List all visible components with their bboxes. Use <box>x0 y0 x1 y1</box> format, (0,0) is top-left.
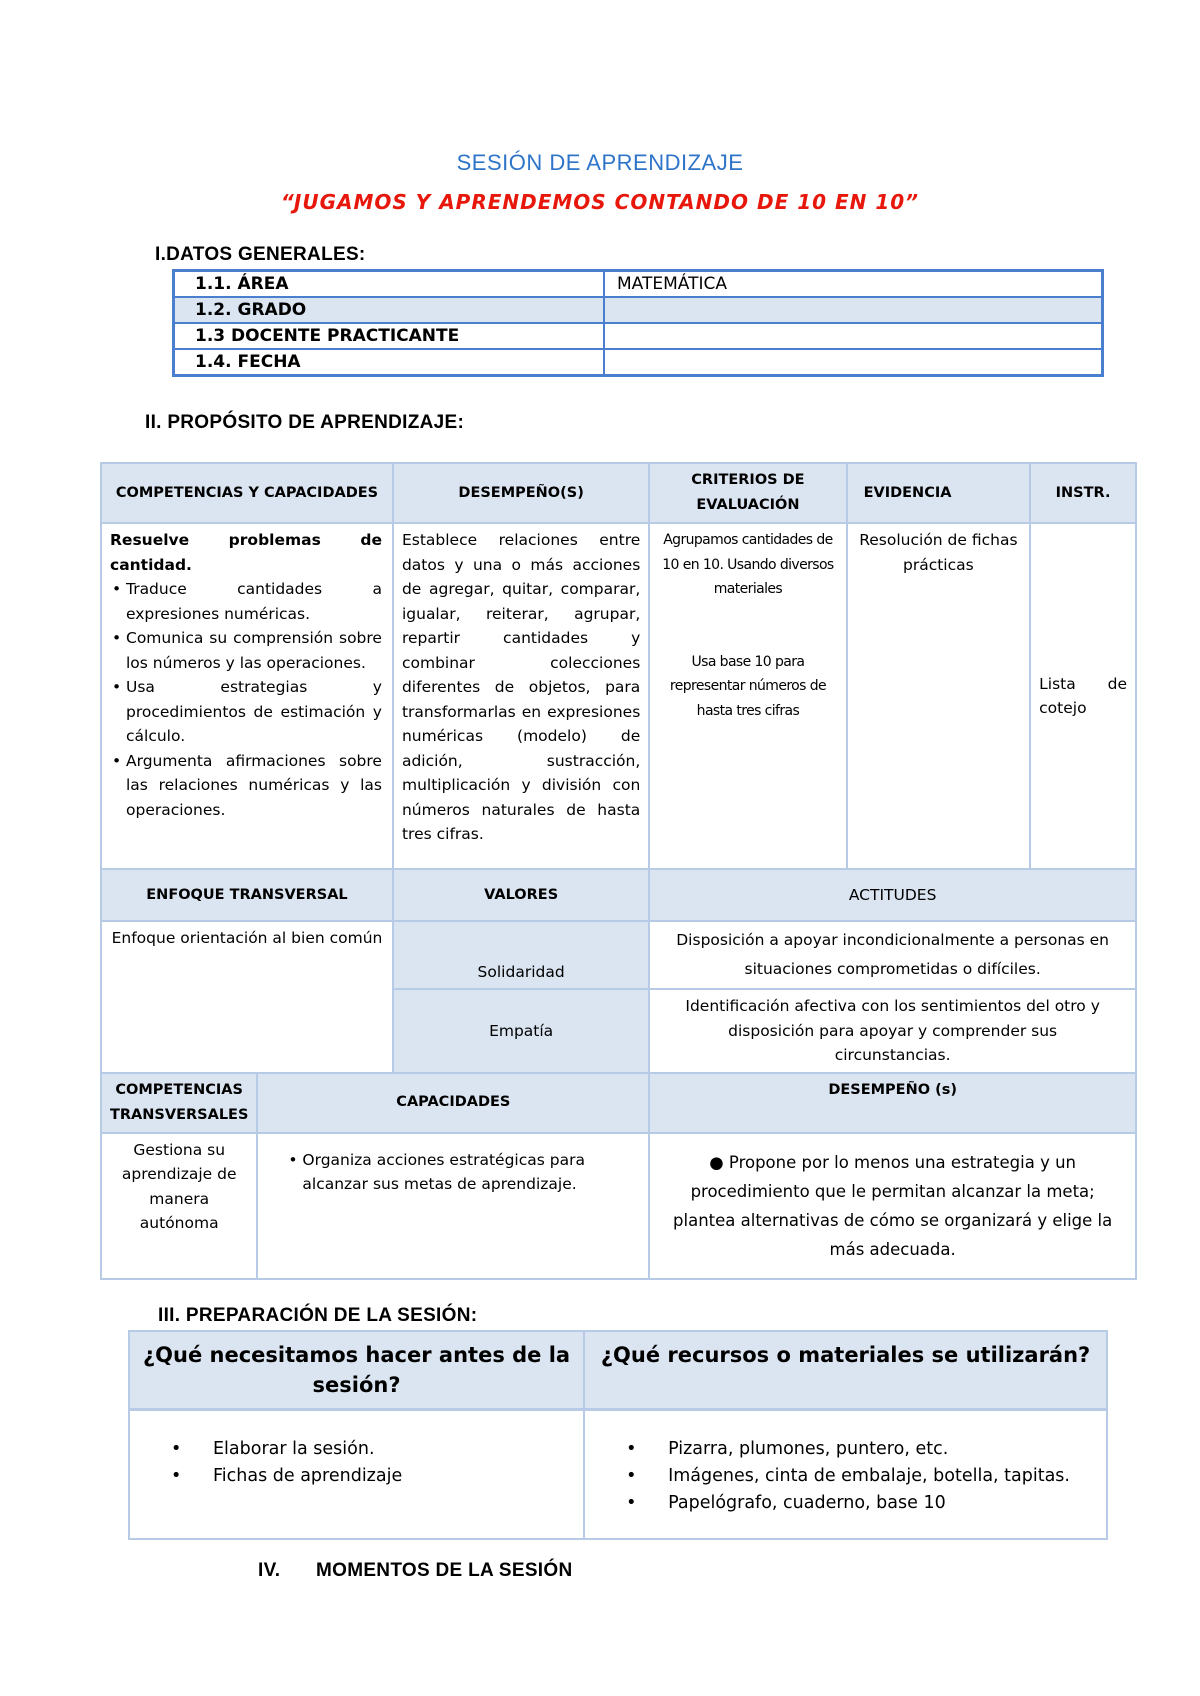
section-2-heading: II. PROPÓSITO DE APRENDIZAJE: <box>145 412 465 433</box>
header-criterios: CRITERIOS DE EVALUACIÓN <box>649 463 846 523</box>
header-evidencia: EVIDENCIA <box>847 463 1031 523</box>
header-recursos: ¿Qué recursos o materiales se utilizarán? <box>584 1331 1107 1410</box>
list-item: • Imágenes, cinta de embalaje, botella, tapitas. <box>668 1463 1105 1490</box>
header-capacidades: CAPACIDADES <box>257 1073 649 1133</box>
header-competencias: COMPETENCIAS Y CAPACIDADES <box>101 463 393 523</box>
grado-value <box>604 297 1103 323</box>
list-item: • Fichas de aprendizaje <box>213 1463 582 1490</box>
area-label: 1.1. ÁREA <box>174 271 605 298</box>
competencia-title: Resuelve problemas de cantidad. <box>110 531 382 574</box>
antes-sesion-cell <box>129 1410 584 1540</box>
criterio-1: Agrupamos cantidades de 10 en 10. Usando diversos materiales <box>662 532 834 597</box>
header-desempenos: DESEMPEÑO(S) <box>393 463 649 523</box>
capacidad-item: • Comunica su comprensión sobre los números y las operaciones. <box>110 626 382 675</box>
transversal-capacidad: • Organiza acciones estratégicas para alcanzar sus metas de aprendizaje. <box>286 1148 628 1197</box>
instrumento-cell: Lista de cotejo <box>1030 523 1136 869</box>
table-row <box>101 1133 1136 1279</box>
header-desempeno-transversal: DESEMPEÑO (s) <box>649 1073 1136 1133</box>
enfoque-cell: Enfoque orientación al bien común <box>101 921 393 1073</box>
header-instr: INSTR. <box>1030 463 1136 523</box>
fecha-value <box>604 349 1103 376</box>
section-4-number: IV. <box>258 1560 281 1581</box>
capacidad-item: • Traduce cantidades a expresiones numéricas. <box>110 577 382 626</box>
proposito-table <box>100 462 1137 1280</box>
list-item: • Pizarra, plumones, puntero, etc. <box>668 1436 1105 1463</box>
area-value: MATEMÁTICA <box>604 271 1103 298</box>
section-4-heading: MOMENTOS DE LA SESIÓN <box>316 1560 573 1581</box>
capacidad-item: • Argumenta afirmaciones sobre las relaciones numéricas y las operaciones. <box>110 749 382 823</box>
header-enfoque: ENFOQUE TRANSVERSAL <box>101 869 393 921</box>
table-row <box>174 297 1103 323</box>
competencias-cell <box>101 523 393 869</box>
document-title: SESIÓN DE APRENDIZAJE <box>456 150 744 175</box>
header-actitudes: ACTITUDES <box>649 869 1136 921</box>
actitud-empatia: Identificación afectiva con los sentimientos del otro y disposición para apoyar y comprender sus circunstancias. <box>649 989 1136 1073</box>
docente-value <box>604 323 1103 349</box>
header-competencias-transversales: COMPETENCIAS TRANSVERSALES <box>101 1073 257 1133</box>
transversal-desempeno: ● Propone por lo menos una estrategia y un procedimiento que le permitan alcanzar la meta; plantea alternativas de cómo se organizará y elige la más adecuada. <box>649 1133 1136 1279</box>
table-row <box>174 323 1103 349</box>
antes-sesion-list <box>131 1436 582 1490</box>
evidencia-cell: Resolución de fichas prácticas <box>847 523 1031 869</box>
valor-solidaridad: Solidaridad <box>393 921 649 989</box>
header-antes-sesion: ¿Qué necesitamos hacer antes de la sesión? <box>129 1331 584 1410</box>
list-item: • Elaborar la sesión. <box>213 1436 582 1463</box>
criterios-cell <box>649 523 846 869</box>
transversal-competencia: Gestiona su aprendizaje de manera autónoma <box>101 1133 257 1279</box>
preparacion-table <box>128 1330 1108 1540</box>
docente-label: 1.3 DOCENTE PRACTICANTE <box>174 323 605 349</box>
transversal-capacidad-cell <box>257 1133 649 1279</box>
table-header-row <box>101 463 1136 523</box>
list-item: • Papelógrafo, cuaderno, base 10 <box>668 1490 1105 1517</box>
actitud-solidaridad: Disposición a apoyar incondicionalmente a personas en situaciones comprometidas o difíciles. <box>649 921 1136 989</box>
fecha-label: 1.4. FECHA <box>174 349 605 376</box>
table-header-row <box>101 869 1136 921</box>
valor-empatia: Empatía <box>393 989 649 1073</box>
section-1-heading: I.DATOS GENERALES: <box>155 244 366 265</box>
recursos-cell <box>584 1410 1107 1540</box>
datos-generales-table <box>172 269 1104 377</box>
table-header-row <box>129 1331 1107 1410</box>
section-3-heading: III. PREPARACIÓN DE LA SESIÓN: <box>158 1305 478 1326</box>
header-valores: VALORES <box>393 869 649 921</box>
criterio-2: Usa base 10 para representar números de hasta tres cifras <box>669 653 826 719</box>
table-row <box>101 921 1136 989</box>
table-row <box>101 523 1136 869</box>
document-subtitle: “JUGAMOS Y APRENDEMOS CONTANDO DE 10 EN 10” <box>280 190 920 214</box>
grado-label: 1.2. GRADO <box>174 297 605 323</box>
table-row <box>174 271 1103 298</box>
table-header-row <box>101 1073 1136 1133</box>
table-row <box>129 1410 1107 1540</box>
recursos-list <box>586 1436 1105 1517</box>
table-row <box>174 349 1103 376</box>
capacidad-item: • Usa estrategias y procedimientos de estimación y cálculo. <box>110 675 382 749</box>
desempeno-cell: Establece relaciones entre datos y una o más acciones de agregar, quitar, comparar, igualar, reiterar, agrupar, repartir cantidades y combinar colecciones diferentes de objetos, para transformarlas en expresiones numéricas (modelo) de adición, sustracción, multiplicación y división con números naturales de hasta tres cifras. <box>393 523 649 869</box>
